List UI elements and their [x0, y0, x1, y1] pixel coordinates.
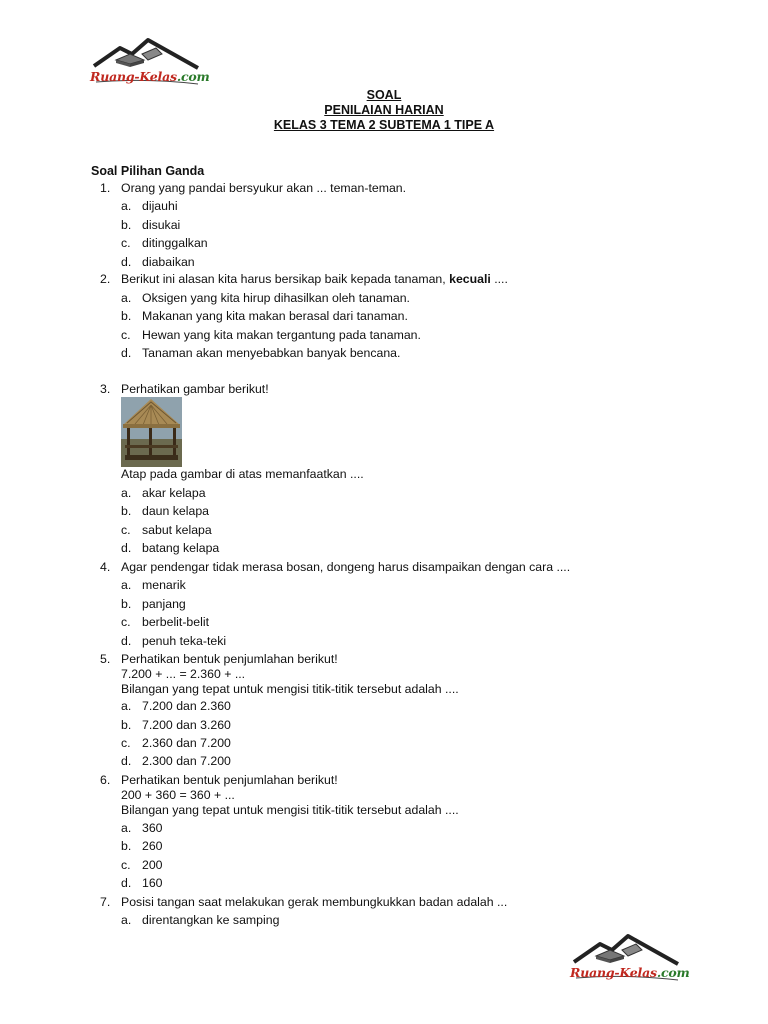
option-letter: c. — [121, 523, 131, 537]
header-line-2: PENILAIAN HARIAN — [324, 103, 444, 117]
option-letter: d. — [121, 754, 132, 768]
option-letter: a. — [121, 913, 132, 927]
question-number: 6. — [100, 773, 111, 787]
document-header — [0, 88, 768, 133]
question-caption: Atap pada gambar di atas memanfaatkan .... — [121, 467, 364, 481]
option-letter: d. — [121, 541, 132, 555]
question-number: 5. — [100, 652, 111, 666]
option-text: direntangkan ke samping — [142, 913, 280, 927]
logo-wordmark: Ruang-Kelas.com — [90, 69, 210, 84]
option-text: 200 — [142, 858, 163, 872]
option-text: 360 — [142, 821, 163, 835]
option-letter: c. — [121, 328, 131, 342]
question-text: Perhatikan bentuk penjumlahan berikut! — [121, 773, 338, 787]
option-letter: a. — [121, 486, 132, 500]
option-text: Oksigen yang kita hirup dihasilkan oleh tanaman. — [142, 291, 410, 305]
option-text: disukai — [142, 218, 181, 232]
option-text: 7.200 dan 2.360 — [142, 699, 231, 713]
question-number: 2. — [100, 272, 111, 286]
option-letter: d. — [121, 634, 132, 648]
site-logo-bottom — [566, 930, 690, 986]
logo-wordmark: Ruang-Kelas.com — [570, 965, 690, 980]
option-text: panjang — [142, 597, 186, 611]
question-text: Orang yang pandai bersyukur akan ... teman-teman. — [121, 181, 407, 195]
option-letter: b. — [121, 504, 132, 518]
option-letter: c. — [121, 236, 131, 250]
site-logo-top — [86, 34, 210, 90]
option-letter: a. — [121, 578, 132, 592]
question-prompt: Bilangan yang tepat untuk mengisi titik-titik tersebut adalah .... — [121, 803, 459, 817]
option-text: Makanan yang kita makan berasal dari tanaman. — [142, 309, 408, 323]
option-letter: b. — [121, 309, 132, 323]
option-letter: b. — [121, 839, 132, 853]
question-text: Perhatikan gambar berikut! — [121, 382, 269, 396]
option-text: ditinggalkan — [142, 236, 208, 250]
option-text: penuh teka-teki — [142, 634, 227, 648]
question-text: Berikut ini alasan kita harus bersikap baik kepada tanaman, kecuali .... — [121, 272, 508, 286]
option-letter: a. — [121, 821, 132, 835]
option-letter: b. — [121, 218, 132, 232]
option-text: sabut kelapa — [142, 523, 212, 537]
section-title: Soal Pilihan Ganda — [91, 164, 205, 178]
option-letter: d. — [121, 255, 132, 269]
option-letter: b. — [121, 718, 132, 732]
question-number: 4. — [100, 560, 111, 574]
option-text: berbelit-belit — [142, 615, 209, 629]
option-text: 7.200 dan 3.260 — [142, 718, 231, 732]
question-text: Posisi tangan saat melakukan gerak membungkukkan badan adalah ... — [121, 895, 508, 909]
option-letter: b. — [121, 597, 132, 611]
option-text: 2.360 dan 7.200 — [142, 736, 231, 750]
question-equation: 7.200 + ... = 2.360 + ... — [121, 667, 246, 681]
option-text: Hewan yang kita makan tergantung pada tanaman. — [142, 328, 421, 342]
option-text: 260 — [142, 839, 163, 853]
option-letter: c. — [121, 736, 131, 750]
question-text: Perhatikan bentuk penjumlahan berikut! — [121, 652, 338, 666]
option-text: menarik — [142, 578, 186, 592]
question-text: Agar pendengar tidak merasa bosan, dongeng harus disampaikan dengan cara .... — [121, 560, 571, 574]
option-text: dijauhi — [142, 199, 178, 213]
option-text: batang kelapa — [142, 541, 220, 555]
question-equation: 200 + 360 = 360 + ... — [121, 788, 235, 802]
option-text: 2.300 dan 7.200 — [142, 754, 231, 768]
gazebo-thatched-roof-image — [121, 397, 182, 467]
option-letter: d. — [121, 346, 132, 360]
option-letter: c. — [121, 615, 131, 629]
option-letter: a. — [121, 699, 132, 713]
question-number: 1. — [100, 181, 111, 195]
question-prompt: Bilangan yang tepat untuk mengisi titik-titik tersebut adalah .... — [121, 682, 459, 696]
question-number: 3. — [100, 382, 111, 396]
option-letter: d. — [121, 876, 132, 890]
header-line-1: SOAL — [366, 88, 402, 102]
option-letter: a. — [121, 199, 132, 213]
question-emphasis: kecuali — [449, 272, 491, 286]
option-text: diabaikan — [142, 255, 195, 269]
option-letter: a. — [121, 291, 132, 305]
option-letter: c. — [121, 858, 131, 872]
option-text: Tanaman akan menyebabkan banyak bencana. — [142, 346, 401, 360]
option-text: akar kelapa — [142, 486, 206, 500]
header-line-3: KELAS 3 TEMA 2 SUBTEMA 1 TIPE A — [273, 118, 495, 132]
option-text: daun kelapa — [142, 504, 210, 518]
option-text: 160 — [142, 876, 163, 890]
question-number: 7. — [100, 895, 111, 909]
